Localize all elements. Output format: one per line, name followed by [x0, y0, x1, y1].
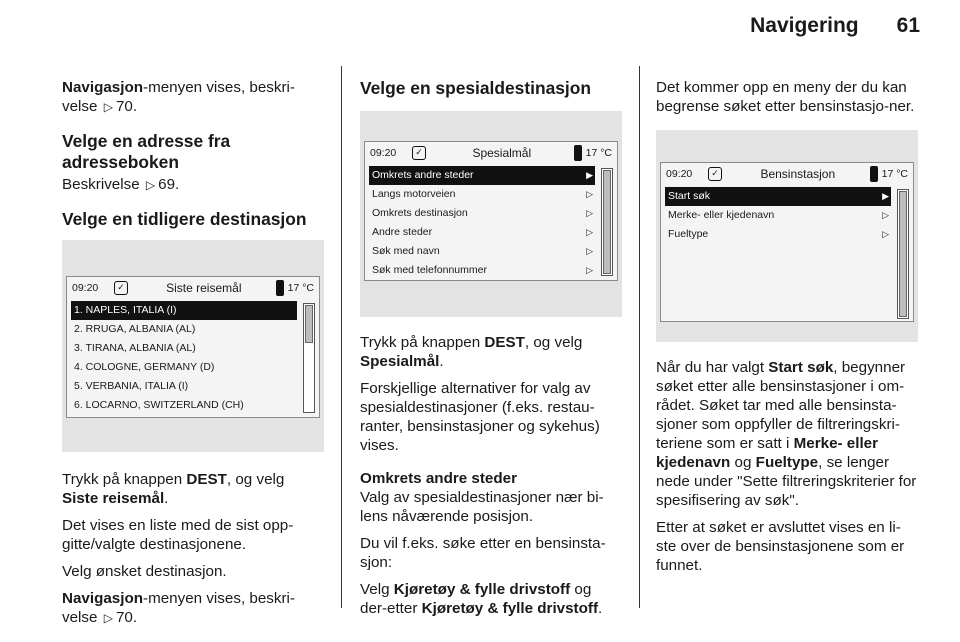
temperature: 17 °C	[287, 281, 314, 294]
scrollbar-thumb	[305, 305, 313, 343]
list-item: Søk med navn ▷	[369, 242, 595, 261]
list-item: 4. COLOGNE, GERMANY (D)	[74, 361, 215, 373]
thermometer-icon	[574, 145, 582, 161]
screen-special-destinations	[364, 141, 618, 281]
page-reference: ▷ 70.	[102, 98, 137, 115]
chevron-right-icon: ▷	[882, 210, 889, 220]
screen-figure	[656, 130, 918, 342]
column-middle	[360, 78, 622, 626]
scrollbar	[303, 303, 315, 413]
paragraph: Valg av spesialdestinasjoner nær bi-lens nåværende posisjon.	[360, 489, 604, 525]
screen-recent-destinations	[66, 276, 320, 418]
paragraph: Etter at søket er avsluttet vises en li-ste over de bensinstasjonene som er funnet.	[656, 519, 905, 574]
heading-nearby: Omkrets andre steder	[360, 470, 518, 487]
column-right	[656, 78, 918, 583]
chevron-right-icon: ▷	[586, 265, 593, 275]
paragraph: Du vil f.eks. søke etter en bensinsta-sjon:	[360, 535, 606, 571]
clock: 09:20	[72, 281, 99, 294]
paragraph: Velg ønsket destinasjon.	[62, 563, 227, 580]
screen-status-bar	[365, 142, 617, 164]
chevron-right-icon: ▷	[586, 189, 593, 199]
list-item: 5. VERBANIA, ITALIA (I)	[74, 380, 189, 392]
navigation-icon: ✓	[412, 146, 426, 160]
chevron-right-icon: ▷	[586, 246, 593, 256]
paragraph: Navigasjon-menyen vises, beskri-velse ▷ 70.	[62, 78, 324, 117]
list-item: Fueltype ▷	[665, 225, 891, 244]
list-item: Omkrets andre steder ▶	[369, 166, 595, 185]
heading-address-book: Velge en adresse fra adresseboken	[62, 131, 231, 172]
column-divider	[341, 66, 342, 608]
special-destination-list	[369, 166, 595, 280]
list-item: 2. RRUGA, ALBANIA (AL)	[74, 323, 196, 335]
paragraph: Det vises en liste med de sist opp-gitte/valgte destinasjonene.	[62, 517, 294, 553]
screen-title: Spesialmål	[472, 145, 532, 160]
page-title: Navigering	[750, 14, 859, 37]
paragraph: Trykk på knappen DEST, og velg Siste reisemål.	[62, 471, 285, 507]
list-item: Andre steder ▷	[369, 223, 595, 242]
scrollbar-thumb	[603, 170, 611, 274]
screen-title: Bensinstasjon	[760, 166, 836, 181]
list-item: Start søk ▶	[665, 187, 891, 206]
paragraph: Det kommer opp en meny der du kan begrense søket etter bensinstasjo-ner.	[656, 79, 915, 115]
screen-figure	[360, 111, 622, 317]
column-divider	[639, 66, 640, 608]
screen-status-bar	[67, 277, 319, 299]
list-item: 1. NAPLES, ITALIA (I)	[71, 301, 297, 320]
list-item: Merke- eller kjedenavn ▷	[665, 206, 891, 225]
destination-list	[71, 301, 297, 415]
clock: 09:20	[370, 146, 397, 159]
paragraph: Forskjellige alternativer for valg av spesialdestinasjoner (f.eks. restau-ranter, bensinstasjoner og sykehus) vises.	[360, 380, 600, 454]
scrollbar	[897, 189, 909, 319]
clock: 09:20	[666, 167, 693, 180]
list-item: Søk med telefonnummer ▷	[369, 261, 595, 280]
page-reference: ▷ 69.	[144, 176, 179, 193]
chevron-right-icon: ▷	[586, 208, 593, 218]
scrollbar	[601, 168, 613, 276]
screen-figure	[62, 240, 324, 452]
screen-status-bar	[661, 163, 913, 185]
list-item: 3. TIRANA, ALBANIA (AL)	[74, 342, 196, 354]
heading-previous-destination: Velge en tidligere destinasjon	[62, 209, 307, 229]
list-item: 6. LOCARNO, SWITZERLAND (CH)	[74, 399, 244, 411]
heading-special-destination: Velge en spesialdestinasjon	[360, 78, 592, 98]
temperature: 17 °C	[881, 167, 908, 180]
list-item: Omkrets destinasjon ▷	[369, 204, 595, 223]
screen-fuel-station	[660, 162, 914, 322]
navigation-icon: ✓	[114, 281, 128, 295]
page-number: 61	[896, 14, 920, 37]
screen-title: Siste reisemål	[166, 280, 242, 295]
chevron-right-icon: ▶	[586, 170, 593, 180]
page-reference: ▷ 70.	[102, 609, 137, 626]
paragraph: Beskrivelse ▷ 69.	[62, 175, 324, 195]
paragraph: Når du har valgt Start søk, begynner søket etter alle bensinstasjoner i om-rådet. Søket tar med alle bensinsta-sjoner som oppfyller de filtreringskri-teriene som er satt i Merke- eller kjedenavn og Fueltype, se lenger nede under "Sette filtreringskriterier for spesifisering av søk".	[656, 359, 917, 509]
chevron-right-icon: ▶	[882, 191, 889, 201]
thermometer-icon	[276, 280, 284, 296]
column-left	[62, 78, 324, 636]
navigation-icon: ✓	[708, 167, 722, 181]
fuel-filter-list	[665, 187, 891, 244]
paragraph: Velg Kjøretøy & fylle drivstoff og der-etter Kjøretøy & fylle drivstoff.	[360, 581, 603, 617]
paragraph: Trykk på knappen DEST, og velg Spesialmål.	[360, 334, 583, 370]
page-header	[750, 14, 920, 38]
temperature: 17 °C	[585, 146, 612, 159]
chevron-right-icon: ▷	[586, 227, 593, 237]
paragraph: Navigasjon-menyen vises, beskri-velse ▷ 70.	[62, 589, 324, 628]
scrollbar-thumb	[899, 191, 907, 317]
chevron-right-icon: ▷	[882, 229, 889, 239]
list-item: Langs motorveien ▷	[369, 185, 595, 204]
thermometer-icon	[870, 166, 878, 182]
